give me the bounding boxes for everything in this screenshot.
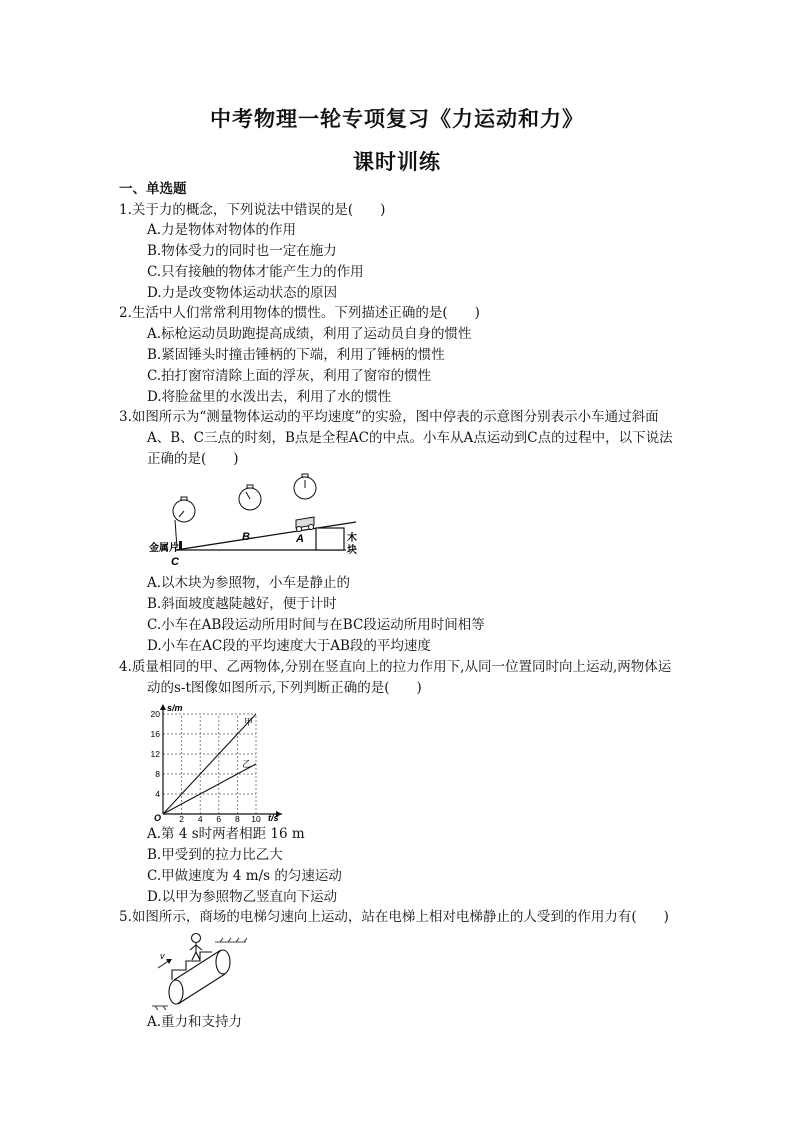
y-tick-label: 8 [155,769,160,779]
label-point-a: A [296,533,304,545]
question-3-option-b: B.斜面坡度越陡越好，便于计时 [147,596,337,612]
question-3-option-d: D.小车在AC段的平均速度大于AB段的平均速度 [147,638,431,654]
question-4-option-d: D.以甲为参照物乙竖直向下运动 [147,889,338,905]
question-3-stem-line-2b: 正确的是( ) [147,451,239,467]
series-line-2 [163,764,256,814]
label-metal-plate: 金属片 [149,543,179,554]
y-tick-label: 16 [150,729,160,739]
x-tick-label: 4 [197,814,203,822]
ground-hatch [152,938,247,1010]
x-tick-label: 8 [235,814,240,822]
cart-wheel [297,527,302,532]
question-1-option-b: B.物体受力的同时也一定在施力 [147,243,337,259]
incline-figure [146,470,376,570]
series-label-1: 甲 [244,717,254,727]
question-3-stem-line-1: 3.如图所示为“测量物体运动的平均速度”的实验，图中停表的示意图分别表示小车通过斜面 [119,409,659,425]
question-2-option-a: A.标枪运动员助跑提高成绩，利用了运动员自身的惯性 [147,326,472,342]
label-wood-block-2: 块 [347,545,357,556]
question-3-stem-line-2: A、B、C三点的时刻，B点是全程AC的中点。小车从A点运动到C点的过程中，以下说法 [147,430,673,446]
stopwatch-icon [173,474,316,522]
question-2-option-d: D.将脸盆里的水泼出去，利用了水的惯性 [147,389,392,405]
question-1-option-d: D.力是改变物体运动状态的原因 [147,285,338,301]
question-1-stem: 1.关于力的概念，下列说法中错误的是( ) [119,202,386,218]
question-2-option-c: C.拍打窗帘清除上面的浮灰，利用了窗帘的惯性 [147,368,432,384]
label-wood-block-1: 木 [347,533,357,544]
y-tick-label: 20 [150,709,160,719]
x-tick-label: 10 [251,814,261,822]
x-tick-label: 2 [179,814,184,822]
question-1-option-a: A.力是物体对物体的作用 [147,222,297,238]
page-subtitle: 课时训练 [353,149,441,174]
question-3-option-a: A.以木块为参照物，小车是静止的 [147,575,351,591]
label-point-c: C [171,556,179,568]
y-tick-label: 12 [150,749,160,759]
s-t-graph [136,700,286,822]
velocity-label: v [160,951,165,961]
question-4-stem-line-1: 4.质量相同的甲、乙两物体,分别在竖直向上的拉力作用下,从同一位置同时向上运动,两物体运 [119,659,672,675]
question-5-option-a: A.重力和支持力 [147,1014,243,1030]
question-1-option-c: C.只有接触的物体才能产生力的作用 [147,264,364,280]
series-label-2: 乙 [242,759,252,769]
question-2-stem: 2.生活中人们常常利用物体的惯性。下列描述正确的是( ) [119,305,480,321]
question-4-option-b: B.甲受到的拉力比乙大 [147,847,283,863]
question-2-option-b: B.紧固锤头时撞击锤柄的下端，利用了锤柄的惯性 [147,347,445,363]
question-4-option-a: A.第 4 s时两者相距 16 m [147,826,305,842]
label-point-b: B [242,531,250,543]
page-title: 中考物理一轮专项复习《力运动和力》 [210,106,584,131]
question-4-option-c: C.甲做速度为 4 m/s 的匀速运动 [147,868,342,884]
wood-block [316,528,344,550]
y-tick-label: 4 [155,789,160,799]
question-5-stem: 5.如图所示，商场的电梯匀速向上运动，站在电梯上相对电梯静止的人受到的作用力有( ) [119,909,669,925]
x-axis-label: t/s [268,813,279,822]
y-axis-arrow-icon [160,704,166,710]
metal-plate [179,541,182,550]
escalator-figure [150,928,250,1010]
question-3-option-c: C.小车在AB段运动所用时间与在BC段运动所用时间相等 [147,617,485,633]
section-heading: 一、单选题 [119,181,187,197]
x-tick-label: 6 [216,814,222,822]
cart-wheel [309,525,314,530]
y-axis-label: s/m [167,703,183,713]
question-4-stem-line-2: 动的s-t图像如图所示,下列判断正确的是( ) [147,680,422,696]
origin-label: O [154,813,162,822]
